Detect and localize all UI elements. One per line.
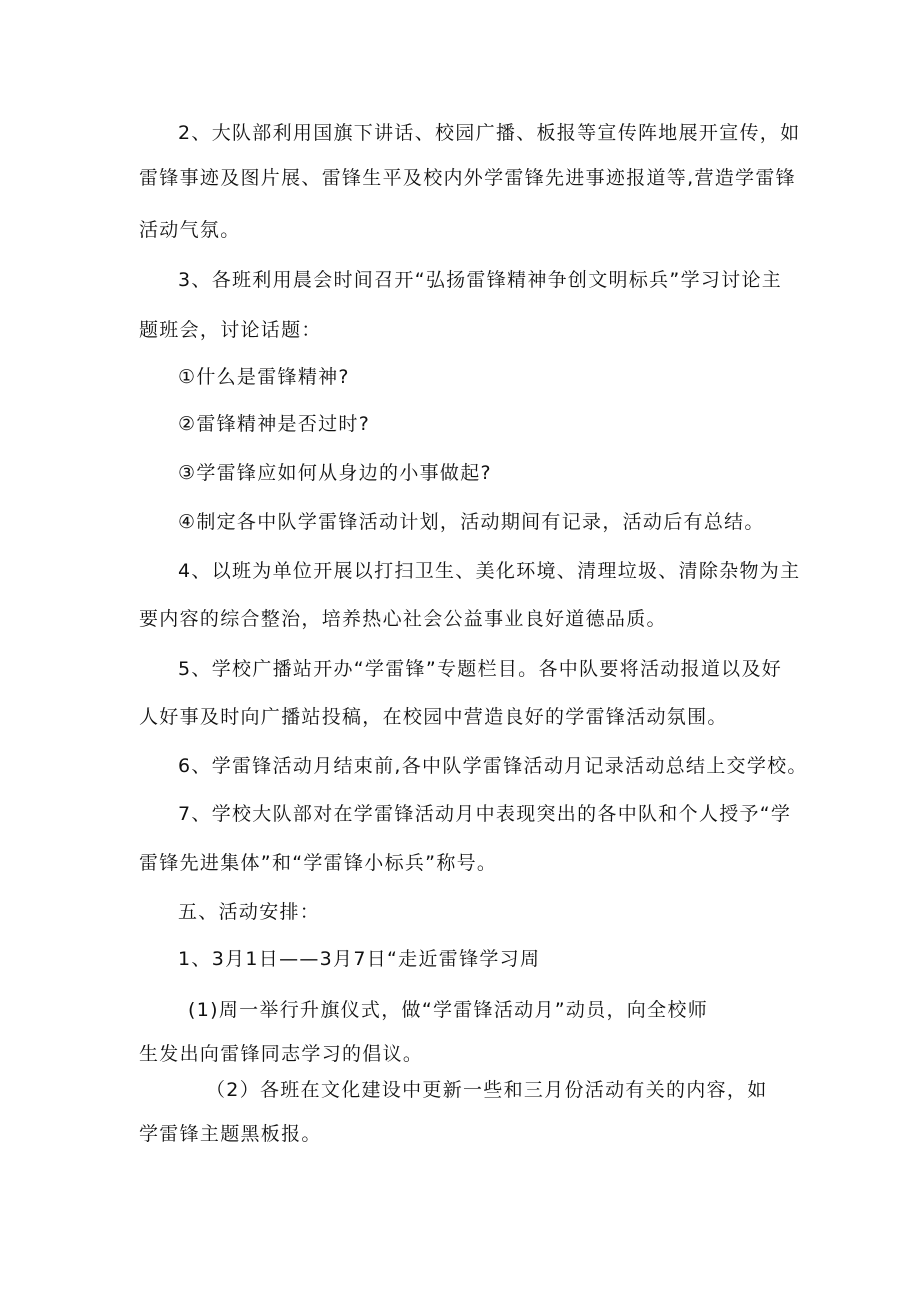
paragraph-line: 4、以班为单位开展以打扫卫生、美化环境、清理垃圾、清除杂物为主: [178, 560, 801, 582]
paragraph-line: 雷锋事迹及图片展、雷锋生平及校内外学雷锋先进事迹报道等,营造学雷锋: [139, 167, 796, 189]
paragraph-line: 题班会，讨论话题：: [139, 319, 322, 341]
paragraph-line: 2、大队部利用国旗下讲话、校园广播、板报等宣传阵地展开宣传，如: [178, 122, 801, 144]
paragraph-line: 7、学校大队部对在学雷锋活动月中表现突出的各中队和个人授予“学: [178, 803, 792, 825]
list-item: ④制定各中队学雷锋活动计划，活动期间有记录，活动后有总结。: [178, 511, 765, 533]
list-item: ③学雷锋应如何从身边的小事做起?: [178, 462, 492, 484]
list-item: (1)周一举行升旗仪式，做“学雷锋活动月”动员，向全校师: [188, 999, 709, 1021]
subsection-heading: 1、3月1日——3月7日“走近雷锋学习周: [178, 948, 541, 970]
paragraph-line: 学雷锋主题黑板报。: [139, 1123, 322, 1145]
paragraph-line: 人好事及时向广播站投稿，在校园中营造良好的学雷锋活动氛围。: [139, 706, 728, 728]
paragraph-line: 3、各班利用晨会时间召开“弘扬雷锋精神争创文明标兵”学习讨论主: [178, 269, 783, 291]
paragraph-line: 6、学雷锋活动月结束前,各中队学雷锋活动月记录活动总结上交学校。: [178, 755, 808, 777]
list-item: （2）各班在文化建设中更新一些和三月份活动有关的内容，如: [206, 1079, 768, 1101]
paragraph-line: 活动气氛。: [139, 219, 241, 241]
paragraph-line: 生发出向雷锋同志学习的倡议。: [139, 1043, 424, 1065]
list-item: ②雷锋精神是否过时?: [178, 413, 371, 435]
paragraph-line: 雷锋先进集体”和“学雷锋小标兵”称号。: [139, 852, 498, 874]
paragraph-line: 要内容的综合整治，培养热心社会公益事业良好道德品质。: [139, 608, 667, 630]
list-item: ①什么是雷锋精神?: [178, 366, 350, 388]
section-heading: 五、活动安排：: [178, 901, 321, 923]
paragraph-line: 5、学校广播站开办“学雷锋”专题栏目。各中队要将活动报道以及好: [178, 658, 783, 680]
